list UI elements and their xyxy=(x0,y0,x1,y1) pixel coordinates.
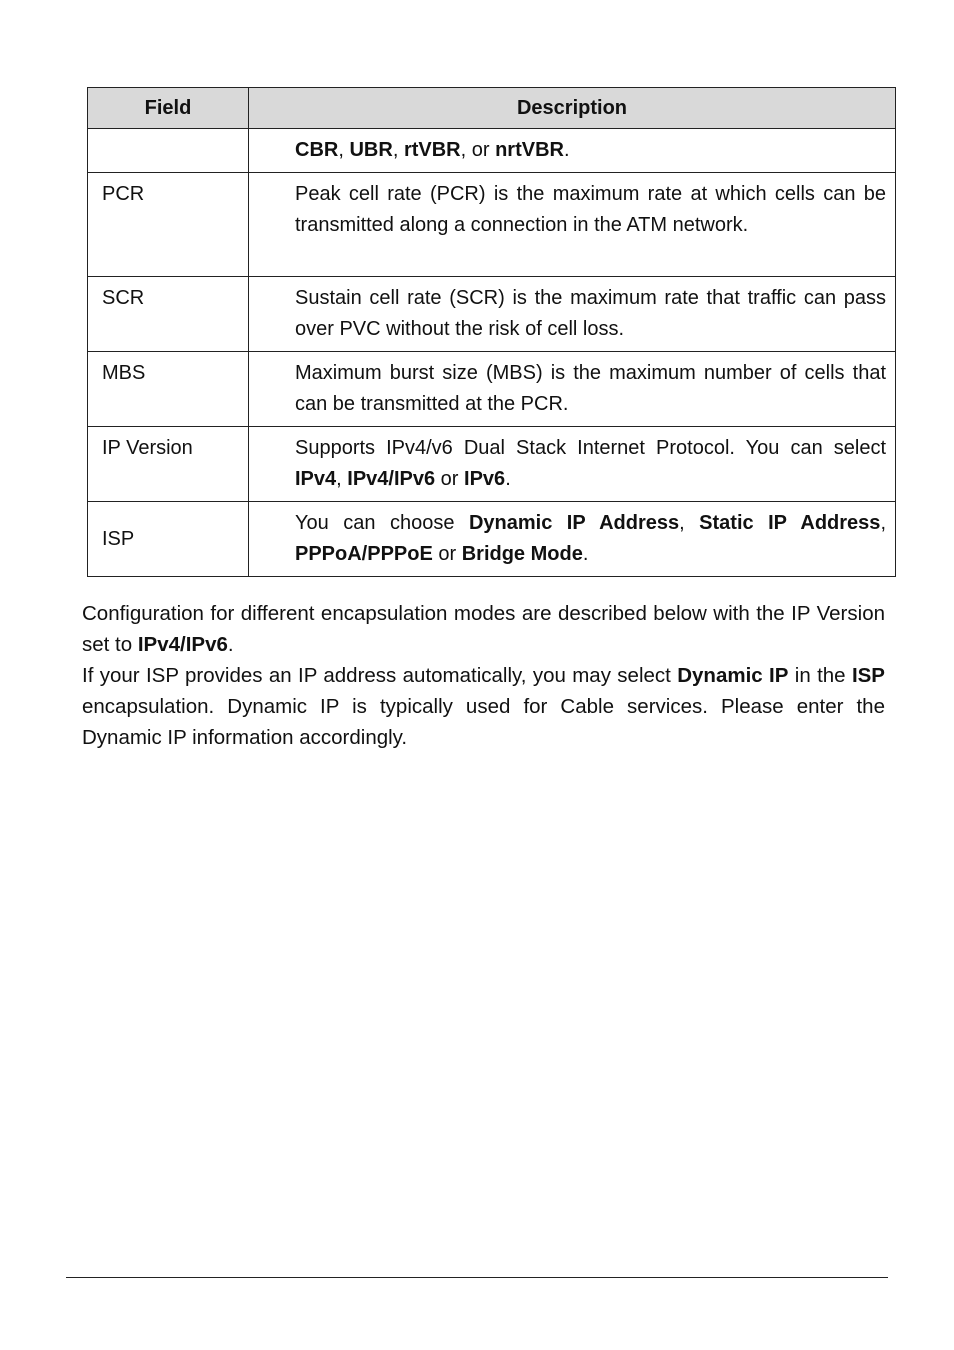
header-description: Description xyxy=(249,88,896,129)
field-description-table xyxy=(87,87,896,577)
description-cell: Sustain cell rate (SCR) is the maximum rate that traffic can pass over PVC without the risk of cell loss. xyxy=(249,277,896,352)
description-cell: Maximum burst size (MBS) is the maximum number of cells that can be transmitted at the PCR. xyxy=(249,352,896,427)
table-row xyxy=(88,502,896,577)
description-cell: You can choose Dynamic IP Address, Static IP Address, PPPoA/PPPoE or Bridge Mode. xyxy=(249,502,896,577)
body-text xyxy=(82,598,885,753)
table-row xyxy=(88,173,896,277)
table-header-row xyxy=(88,88,896,129)
field-cell xyxy=(88,129,249,173)
field-cell: SCR xyxy=(88,277,249,352)
table-row xyxy=(88,277,896,352)
field-cell: PCR xyxy=(88,173,249,277)
table-row xyxy=(88,352,896,427)
footer-rule xyxy=(66,1277,888,1278)
header-field: Field xyxy=(88,88,249,129)
table-row xyxy=(88,427,896,502)
description-cell: CBR, UBR, rtVBR, or nrtVBR. xyxy=(249,129,896,173)
field-cell: MBS xyxy=(88,352,249,427)
description-cell: Peak cell rate (PCR) is the maximum rate at which cells can be transmitted along a connection in the ATM network. xyxy=(249,173,896,277)
field-cell: IP Version xyxy=(88,427,249,502)
table-row xyxy=(88,129,896,173)
paragraph-dynamic-ip: If your ISP provides an IP address automatically, you may select Dynamic IP in the ISP encapsulation. Dynamic IP is typically used for Cable services. Please enter the Dynamic IP information accordingly. xyxy=(82,664,885,749)
description-cell: Supports IPv4/v6 Dual Stack Internet Protocol. You can select IPv4, IPv4/IPv6 or IPv6. xyxy=(249,427,896,502)
field-cell: ISP xyxy=(88,502,249,577)
paragraph-encapsulation-modes: Configuration for different encapsulation modes are described below with the IP Version set to IPv4/IPv6. xyxy=(82,602,885,656)
